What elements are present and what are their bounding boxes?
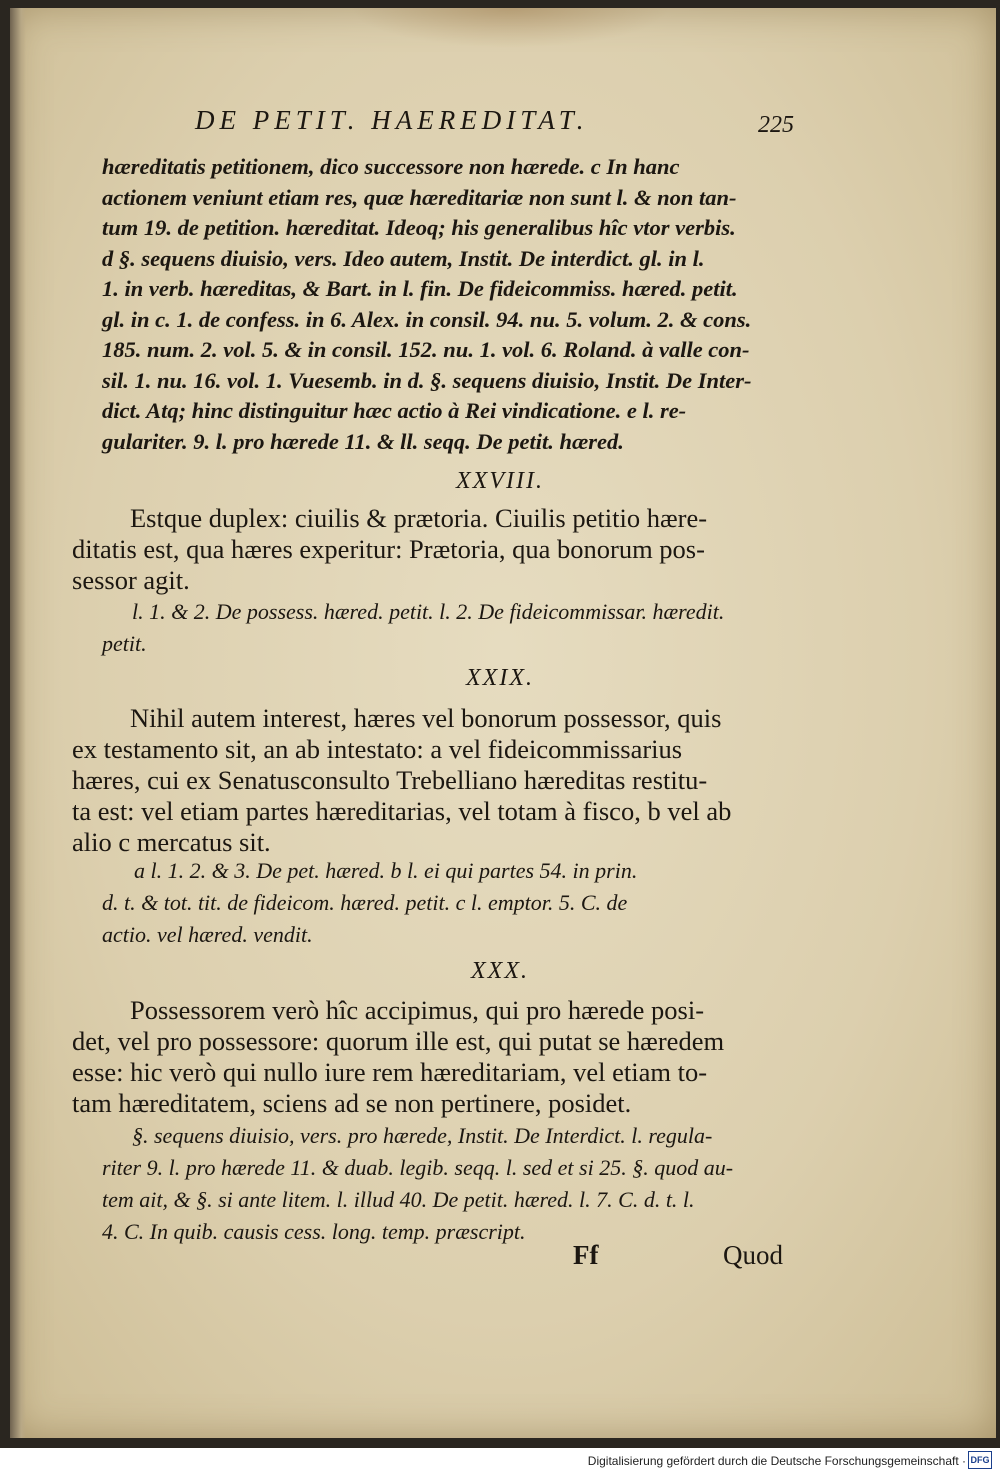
body-line: alio c mercatus sit. [72,827,271,857]
section-number: XXIX. [466,665,534,691]
note-line: sil. 1. nu. 16. vol. 1. Vuesemb. in d. §. sequens diuisio, Instit. De Inter- [102,367,752,393]
note-line: actionem veniunt etiam res, quæ hæreditariæ non sunt l. & non tan- [102,184,737,210]
signature-mark: Ff [573,1240,599,1270]
note-line: 1. in verb. hæreditas, & Bart. in l. fin. De fideicommiss. hæred. petit. [102,276,738,301]
body-line: ex testamento sit, an ab intestato: a vel fideicommissarius [72,734,683,764]
note-line: tum 19. de petition. hæreditat. Ideoq; his generalibus hîc vtor verbis. [102,215,736,240]
note-line: gl. in c. 1. de confess. in 6. Alex. in consil. 94. nu. 5. volum. 2. & cons. [102,306,752,332]
body-line: hæres, cui ex Senatusconsulto Trebelliano hæreditas restitu- [72,765,708,795]
note-line: §. sequens diuisio, vers. pro hærede, Instit. De Interdict. l. regula- [132,1123,713,1148]
note-line: gulariter. 9. l. pro hærede 11. & ll. seqq. De petit. hæred. [102,428,624,454]
page-number: 225 [758,112,794,138]
section-body [72,503,794,596]
body-line: Possessorem verò hîc accipimus, qui pro hærede posi- [130,995,705,1025]
note-line: d. t. & tot. tit. de fideicom. hæred. petit. c l. emptor. 5. C. de [102,890,628,915]
note-line: 4. C. In quib. causis cess. long. temp. præscript. [102,1219,526,1244]
dfg-credit: Digitalisierung gefördert durch die Deutsche Forschungsgemeinschaft · [587,1454,966,1468]
note-line: tem ait, & §. si ante litem. l. illud 40. De petit. hæred. l. 7. C. d. t. l. [102,1187,695,1212]
body-line: tam hæreditatem, sciens ad se non pertinere, posidet. [72,1088,632,1118]
catchword: Quod [723,1240,783,1270]
body-line: Nihil autem interest, hæres vel bonorum possessor, quis [130,703,722,733]
section-notes [102,1120,772,1248]
note-line: dict. Atq; hinc distinguitur hæc actio à Rei vindicatione. e l. re- [102,398,687,423]
paper-stain [350,8,670,48]
note-line: actio. vel hæred. vendit. [102,922,313,947]
binding-gutter [10,8,26,1438]
note-block-continued [102,152,770,457]
note-line: l. 1. & 2. De possess. hæred. petit. l. 2. De fideicommissar. hæredit. [132,599,725,624]
section-body [72,703,794,858]
note-line: 185. num. 2. vol. 5. & in consil. 152. nu. 1. vol. 6. Roland. à valle con- [102,337,750,362]
body-line: sessor agit. [72,565,190,595]
section-body [72,995,794,1119]
body-line: Estque duplex: ciuilis & prætoria. Ciuilis petitio hære- [130,503,708,533]
dfg-logo-icon: DFG [968,1451,992,1469]
note-line: d §. sequens diuisio, vers. Ideo autem, Instit. De interdict. gl. in l. [102,245,705,271]
body-line: ditatis est, qua hæres experitur: Prætoria, qua bonorum pos- [72,534,705,564]
section-notes [102,855,772,951]
body-line: esse: hic verò qui nullo iure rem hæreditariam, vel etiam to- [72,1057,708,1087]
section-number: XXVIII. [456,468,544,494]
note-line: petit. [102,631,147,656]
note-line: riter 9. l. pro hærede 11. & duab. legib. seqq. l. sed et si 25. §. quod au- [102,1155,734,1180]
body-line: det, vel pro possessore: quorum ille est, qui putat se hæredem [72,1026,725,1056]
section-number: XXX. [471,958,529,984]
section-notes [102,596,772,660]
note-line: hæreditatis petitionem, dico successore non hærede. c In hanc [102,154,680,179]
running-head: DE PETIT. HAEREDITAT. [195,105,589,135]
note-line: a l. 1. 2. & 3. De pet. hæred. b l. ei qui partes 54. in prin. [134,858,638,883]
body-line: ta est: vel etiam partes hæreditarias, vel totam à fisco, b vel ab [72,796,732,826]
